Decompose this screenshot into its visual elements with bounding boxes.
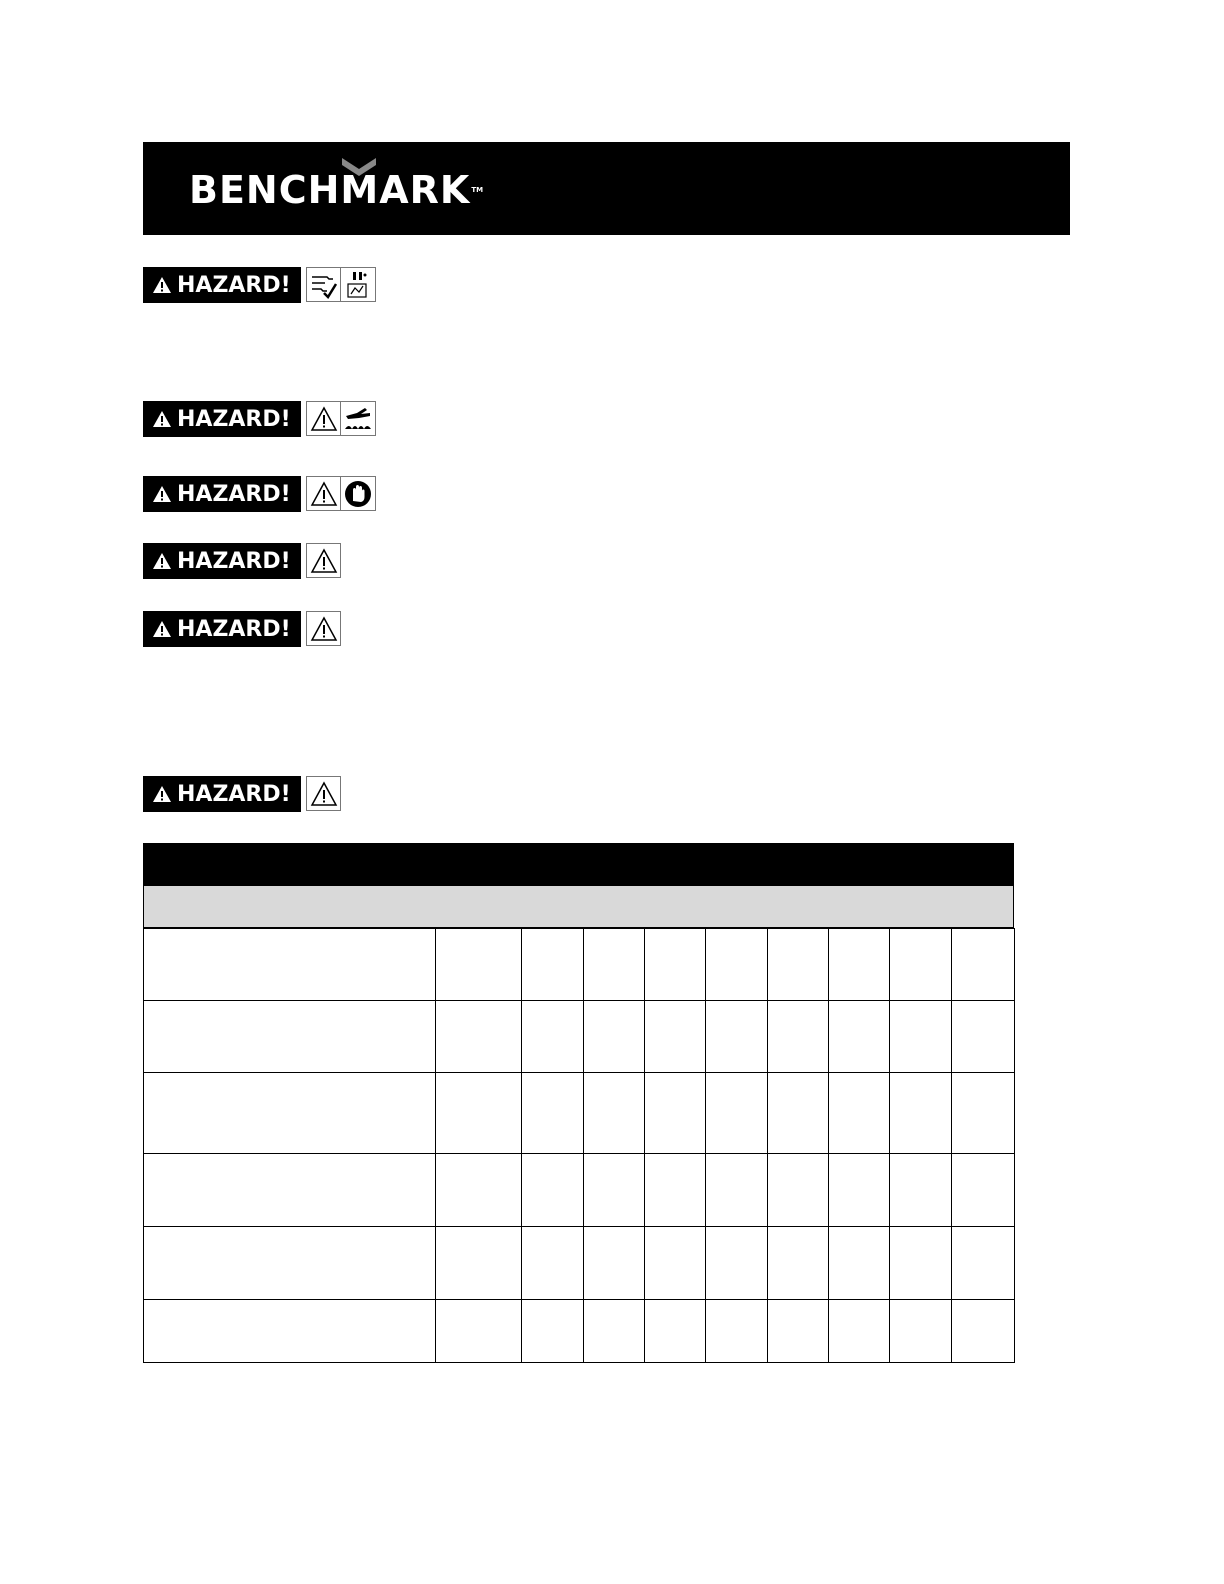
- table-cell: [436, 1001, 522, 1073]
- table-row: [144, 1001, 1015, 1073]
- hazard-notice: [143, 267, 376, 303]
- warning-triangle-icon: [153, 786, 171, 802]
- table-cell: [584, 1073, 645, 1154]
- brand-logo: [189, 170, 483, 210]
- table-row: [144, 1300, 1015, 1363]
- table-cell: [829, 1001, 890, 1073]
- table-cell: [768, 1300, 829, 1363]
- hazard-label-text: HAZARD!: [177, 616, 291, 642]
- table-cell: [829, 1227, 890, 1300]
- table-header-bar: [143, 843, 1014, 886]
- hazard-notice: [143, 476, 376, 512]
- warning-triangle-icon: [153, 486, 171, 502]
- table-cell: [768, 929, 829, 1001]
- table-cell: [522, 929, 584, 1001]
- table-subheader-bar: [143, 886, 1014, 928]
- hazard-notice: [143, 543, 341, 579]
- table-cell: [952, 1227, 1015, 1300]
- warning-triangle-icon: [153, 553, 171, 569]
- table-cell: [890, 1001, 952, 1073]
- table-cell: [952, 929, 1015, 1001]
- header-banner: [143, 142, 1070, 235]
- table-cell: [768, 1227, 829, 1300]
- table-row: [144, 929, 1015, 1001]
- warning-triangle-icon: [306, 611, 341, 646]
- table-cell: [144, 1154, 436, 1227]
- warning-triangle-icon: [306, 476, 341, 511]
- wear-gloves-icon: [341, 476, 376, 511]
- hazard-notice: [143, 776, 341, 812]
- table-cell: [522, 1073, 584, 1154]
- table-cell: [952, 1300, 1015, 1363]
- table-cell: [584, 1300, 645, 1363]
- hazard-label-text: HAZARD!: [177, 548, 291, 574]
- table-cell: [436, 929, 522, 1001]
- warning-triangle-icon: [306, 401, 341, 436]
- hazard-label: [143, 543, 301, 579]
- table-cell: [829, 1154, 890, 1227]
- table-cell: [584, 1154, 645, 1227]
- table-cell: [645, 1300, 706, 1363]
- table-cell: [144, 929, 436, 1001]
- hazard-label-text: HAZARD!: [177, 272, 291, 298]
- table-cell: [829, 1300, 890, 1363]
- hazard-label: [143, 776, 301, 812]
- table-cell: [645, 1001, 706, 1073]
- table-cell: [890, 929, 952, 1001]
- table-body: [144, 929, 1015, 1363]
- table-cell: [522, 1001, 584, 1073]
- table-cell: [706, 1073, 768, 1154]
- table-grid: [143, 928, 1015, 1363]
- table-cell: [890, 1227, 952, 1300]
- table-cell: [706, 1154, 768, 1227]
- table-cell: [890, 1300, 952, 1363]
- table-cell: [144, 1001, 436, 1073]
- brand-logo-tm: TM: [471, 186, 484, 194]
- table-cell: [522, 1154, 584, 1227]
- warning-triangle-icon: [153, 621, 171, 637]
- table-row: [144, 1227, 1015, 1300]
- hazard-label: [143, 611, 301, 647]
- warning-triangle-icon: [153, 277, 171, 293]
- table-cell: [144, 1300, 436, 1363]
- table-cell: [436, 1154, 522, 1227]
- warning-triangle-icon: [306, 543, 341, 578]
- table-cell: [706, 929, 768, 1001]
- hazard-label: [143, 401, 301, 437]
- brand-logo-text: BENCHMARK: [189, 168, 471, 212]
- chemical-transfer-icon: [306, 267, 341, 302]
- table-row: [144, 1154, 1015, 1227]
- hazard-label-text: HAZARD!: [177, 781, 291, 807]
- data-table: [143, 843, 1014, 1363]
- hazard-notice: [143, 401, 376, 437]
- table-cell: [706, 1227, 768, 1300]
- table-cell: [706, 1001, 768, 1073]
- hazard-label-text: HAZARD!: [177, 481, 291, 507]
- table-cell: [768, 1001, 829, 1073]
- table-cell: [768, 1154, 829, 1227]
- table-cell: [522, 1300, 584, 1363]
- table-cell: [436, 1300, 522, 1363]
- table-cell: [584, 1227, 645, 1300]
- table-cell: [522, 1227, 584, 1300]
- hazard-label: [143, 476, 301, 512]
- corrosive-skin-icon: [341, 401, 376, 436]
- table-cell: [890, 1073, 952, 1154]
- hazard-notice: [143, 611, 341, 647]
- table-cell: [829, 1073, 890, 1154]
- table-cell: [144, 1073, 436, 1154]
- read-manual-icon: [341, 267, 376, 302]
- table-cell: [144, 1227, 436, 1300]
- table-cell: [645, 1154, 706, 1227]
- table-cell: [952, 1001, 1015, 1073]
- table-cell: [436, 1227, 522, 1300]
- table-cell: [645, 929, 706, 1001]
- table-cell: [768, 1073, 829, 1154]
- hazard-label: [143, 267, 301, 303]
- warning-triangle-icon: [306, 776, 341, 811]
- table-cell: [952, 1154, 1015, 1227]
- table-row: [144, 1073, 1015, 1154]
- table-cell: [952, 1073, 1015, 1154]
- table-cell: [706, 1300, 768, 1363]
- table-cell: [829, 929, 890, 1001]
- hazard-label-text: HAZARD!: [177, 406, 291, 432]
- table-cell: [890, 1154, 952, 1227]
- table-cell: [436, 1073, 522, 1154]
- table-cell: [645, 1073, 706, 1154]
- table-cell: [584, 929, 645, 1001]
- warning-triangle-icon: [153, 411, 171, 427]
- table-cell: [584, 1001, 645, 1073]
- table-cell: [645, 1227, 706, 1300]
